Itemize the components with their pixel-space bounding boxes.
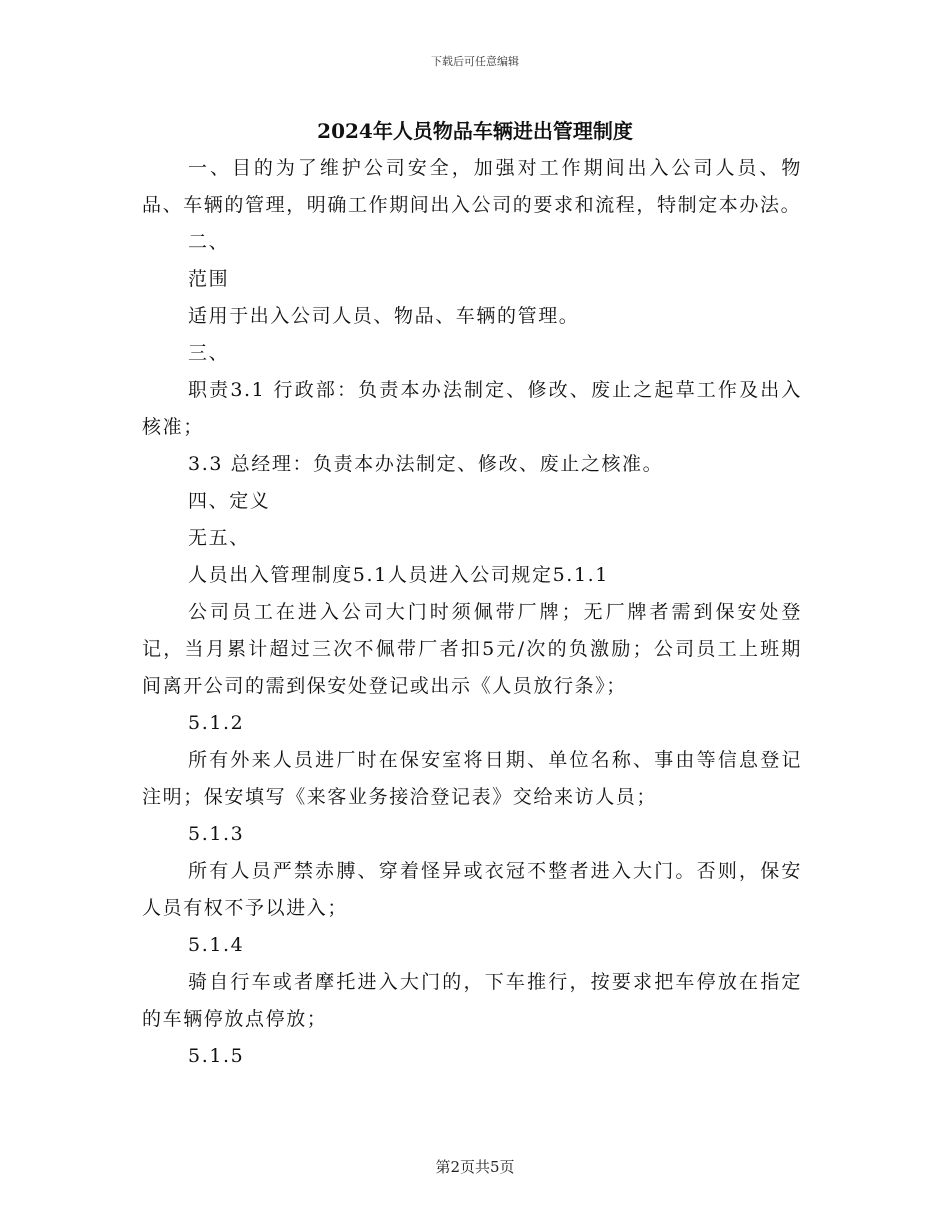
paragraph: 职责3.1 行政部：负责本办法制定、修改、废止之起草工作及出入核准；	[142, 379, 802, 438]
page-number: 第2页共5页	[435, 1158, 515, 1176]
paragraph: 一、目的为了维护公司安全，加强对工作期间出入公司人员、物品、车辆的管理，明确工作期间出入公司的要求和流程，特制定本办法。	[142, 157, 802, 216]
paragraph: 所有外来人员进厂时在保安室将日期、单位名称、事由等信息登记注明；保安填写《来客业务接洽登记表》交给来访人员；	[142, 749, 802, 808]
paragraph: 无五、	[188, 527, 250, 549]
paragraph: 人员出入管理制度5.1人员进入公司规定5.1.1	[188, 564, 609, 586]
paragraph: 3.3 总经理：负责本办法制定、修改、废止之核准。	[188, 453, 664, 475]
document-title: 2024年人员物品车辆进出管理制度	[317, 119, 633, 143]
document-body	[142, 150, 802, 1075]
paragraph: 四、定义	[188, 490, 271, 512]
page-header-note: 下载后可任意编辑	[431, 55, 519, 68]
paragraph: 骑自行车或者摩托进入大门的，下车推行，按要求把车停放在指定的车辆停放点停放；	[142, 971, 802, 1030]
paragraph: 范围	[188, 268, 230, 290]
paragraph: 二、	[188, 231, 230, 253]
paragraph: 公司员工在进入公司大门时须佩带厂牌；无厂牌者需到保安处登记，当月累计超过三次不佩带厂者扣5元/次的负激励；公司员工上班期间离开公司的需到保安处登记或出示《人员放行条》；	[142, 601, 802, 697]
paragraph: 5.1.3	[188, 823, 245, 845]
paragraph: 所有人员严禁赤膊、穿着怪异或衣冠不整者进入大门。否则，保安人员有权不予以进入；	[142, 860, 802, 919]
paragraph: 适用于出入公司人员、物品、车辆的管理。	[188, 305, 580, 327]
paragraph: 5.1.4	[188, 934, 245, 956]
paragraph: 5.1.2	[188, 712, 245, 734]
paragraph: 5.1.5	[188, 1045, 245, 1067]
paragraph: 三、	[188, 342, 230, 364]
